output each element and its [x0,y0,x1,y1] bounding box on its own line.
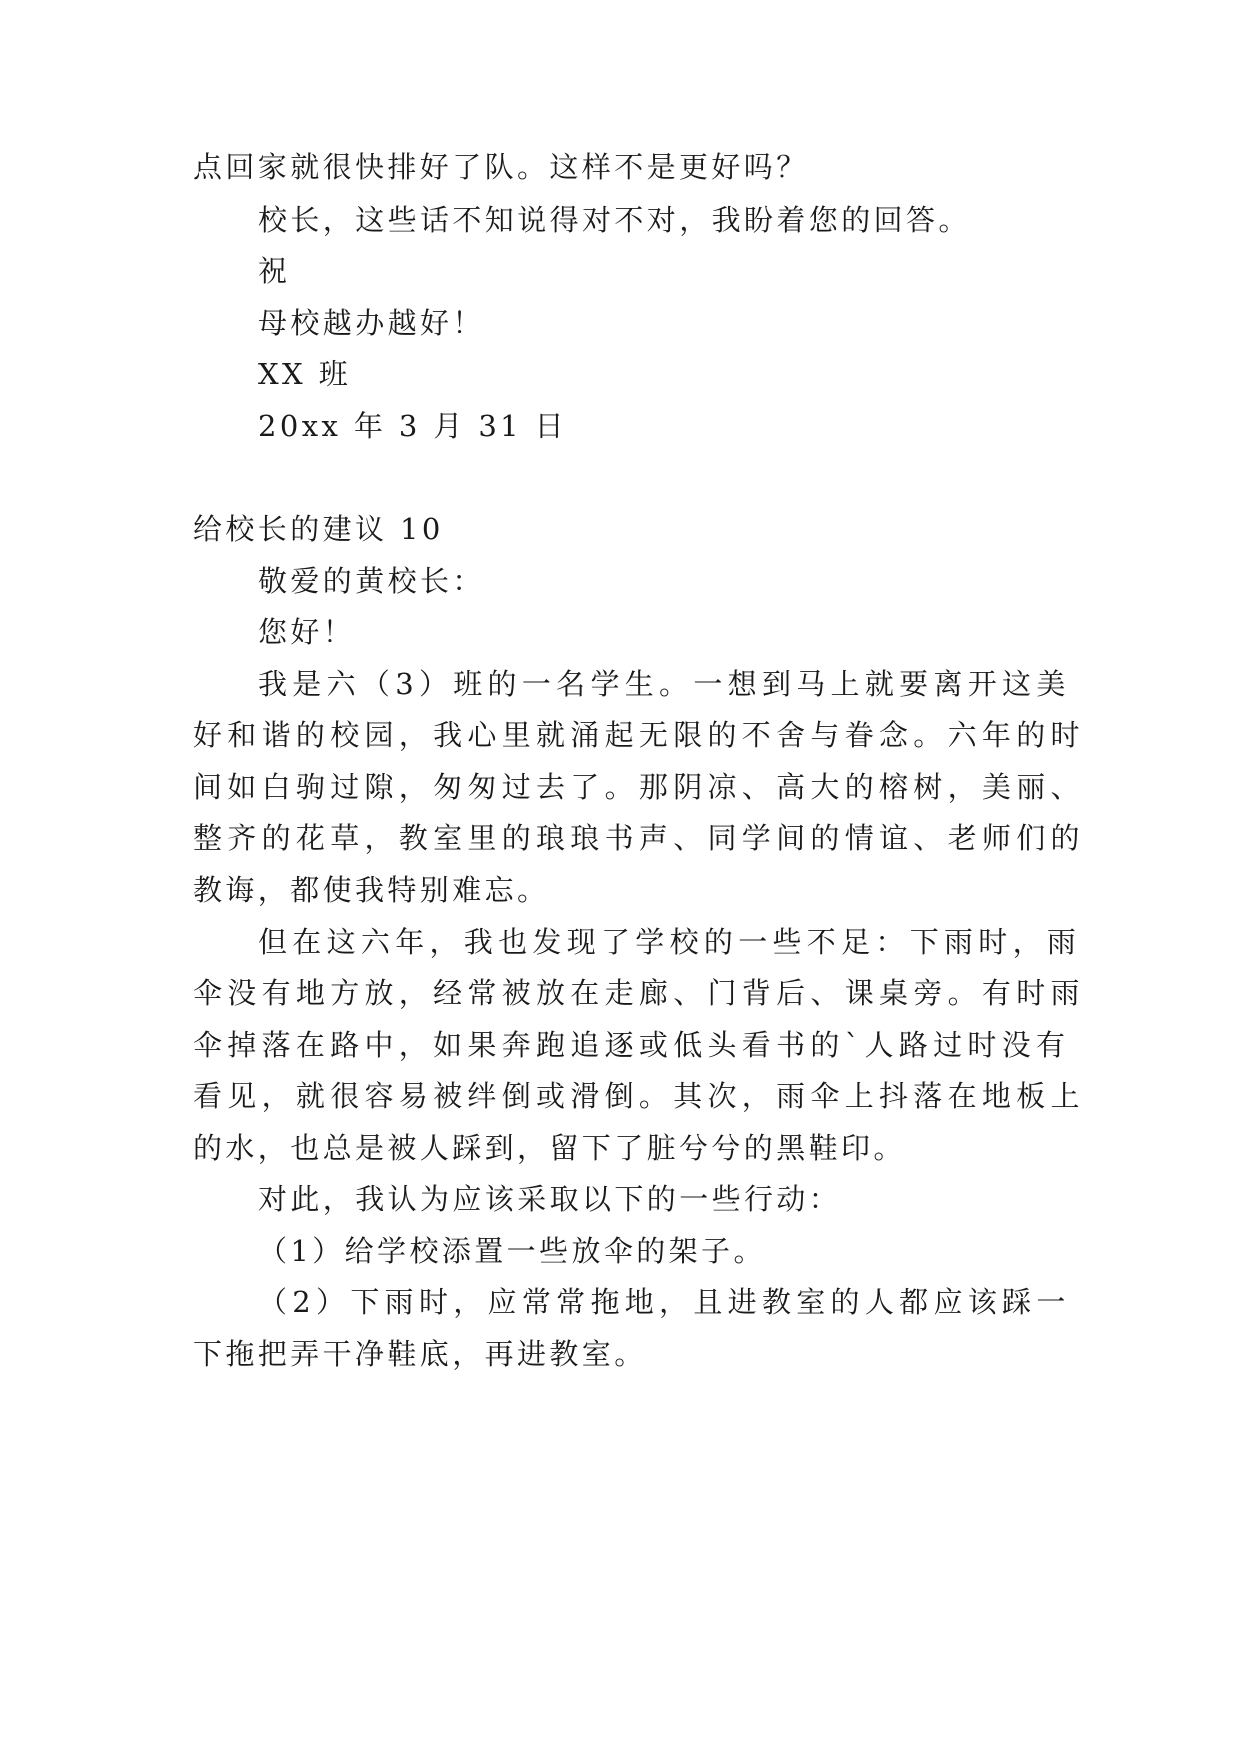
letter-a-wish-1: 祝 [258,254,291,288]
paragraph-1-line: 间如白驹过隙，匆匆过去了。那阴凉、高大的榕树，美丽、 [193,770,1085,804]
paragraph-2-line: 的水，也总是被人踩到，留下了脏兮兮的黑鞋印。 [193,1131,906,1165]
paragraph-1-line: 整齐的花草，教室里的琅琅书声、同学间的情谊、老师们的 [193,821,1085,855]
paragraph-1-line: 好和谐的校园，我心里就涌起无限的不舍与眷念。六年的时 [193,718,1085,752]
suggestion-item-1: （1）给学校添置一些放伞的架子。 [258,1234,766,1268]
paragraph-2-line: 但在这六年，我也发现了学校的一些不足：下雨时，雨 [258,925,1082,959]
paragraph-2-line: 伞没有地方放，经常被放在走廊、门背后、课桌旁。有时雨 [193,976,1085,1010]
paragraph-2-line: 看见，就很容易被绊倒或滑倒。其次，雨伞上抖落在地板上 [193,1079,1085,1113]
letter-a-signature: XX 班 [258,357,352,391]
paragraph-3: 对此，我认为应该采取以下的一些行动： [258,1182,842,1216]
paragraph-1-line: 我是六（3）班的一名学生。一想到马上就要离开这美 [258,667,1071,701]
letter-a-date: 20xx 年 3 月 31 日 [258,409,568,443]
letter-a-regards: 校长，这些话不知说得对不对，我盼着您的回答。 [258,203,971,237]
letter-b-salutation: 敬爱的黄校长： [258,564,485,598]
paragraph-1-line: 教诲，都使我特别难忘。 [193,873,550,907]
letter-a-wish-2: 母校越办越好！ [258,306,485,340]
letter-b-greeting: 您好！ [258,615,356,649]
suggestion-item-2-line: 下拖把弄干净鞋底，再进教室。 [193,1337,647,1371]
letter-a-closing-line: 点回家就很快排好了队。这样不是更好吗？ [193,150,809,184]
paragraph-2-line: 伞掉落在路中，如果奔跑追逐或低头看书的`人路过时没有 [193,1028,1071,1062]
letter-b-heading: 给校长的建议 10 [193,512,444,546]
suggestion-item-2-line: （2）下雨时，应常常拖地，且进教室的人都应该踩一 [258,1285,1071,1319]
